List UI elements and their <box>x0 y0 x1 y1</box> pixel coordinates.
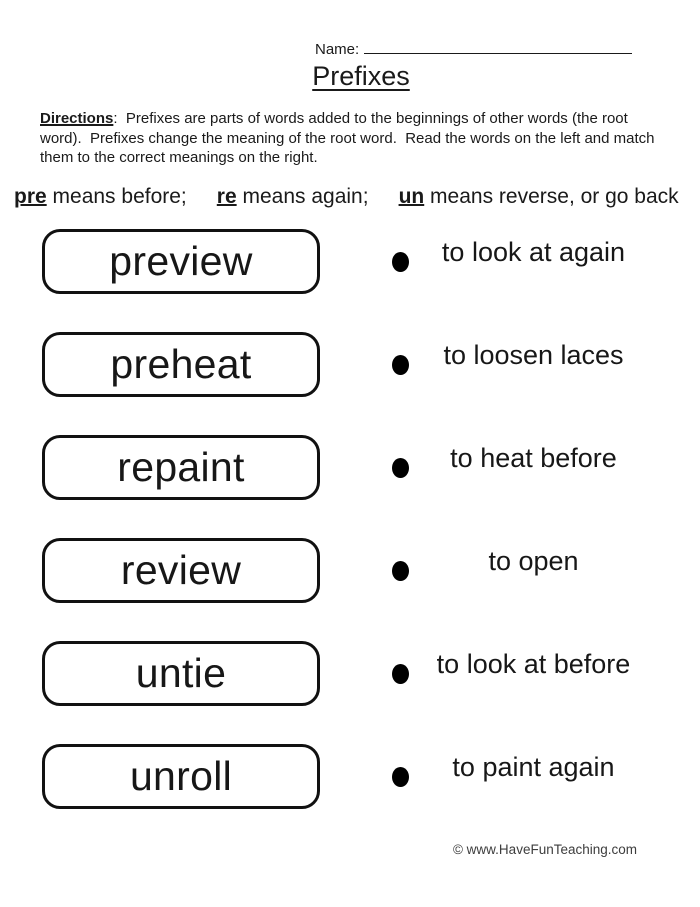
match-row <box>0 332 700 397</box>
name-row <box>315 40 632 58</box>
prefix-key-line <box>14 185 694 209</box>
word-label: preheat <box>110 341 252 387</box>
match-row <box>0 744 700 809</box>
match-dot[interactable] <box>392 458 409 478</box>
word-label: review <box>120 547 242 593</box>
prefix-un-meaning: means reverse, or go back <box>424 185 679 208</box>
match-dot[interactable] <box>392 355 409 375</box>
meaning-text: to open <box>488 546 579 576</box>
word-box[interactable] <box>42 435 320 500</box>
word-box[interactable] <box>42 538 320 603</box>
prefix-re-meaning: means again; <box>236 185 369 208</box>
match-row <box>0 435 700 500</box>
meaning-text: to look at before <box>436 649 631 679</box>
prefix-re: re <box>216 185 237 208</box>
word-label: untie <box>135 650 227 696</box>
footer-copyright: © www.HaveFunTeaching.com <box>452 842 638 857</box>
prefix-key-segment-un <box>399 185 679 208</box>
prefix-key-segment-pre <box>14 185 187 208</box>
word-label: repaint <box>117 444 245 490</box>
match-dot[interactable] <box>392 767 409 787</box>
prefix-un: un <box>398 185 425 208</box>
directions-text: : Prefixes are parts of words added to the beginnings of other words (the root word). Prefixes change the meaning of the root word. Read the words on the left and match them to the correct meanings on the right. <box>40 110 659 166</box>
directions-paragraph <box>40 109 662 168</box>
meaning-text: to loosen laces <box>443 340 624 370</box>
directions-label: Directions <box>40 110 114 127</box>
prefix-key-segment-re <box>217 185 369 208</box>
meaning-text: to paint again <box>452 752 615 782</box>
word-box[interactable] <box>42 641 320 706</box>
match-row <box>0 538 700 603</box>
meaning-text: to look at again <box>441 237 626 267</box>
match-row <box>0 641 700 706</box>
name-blank-line[interactable] <box>364 40 632 54</box>
prefix-pre-meaning: means before; <box>46 185 187 208</box>
word-box[interactable] <box>42 332 320 397</box>
match-dot[interactable] <box>392 561 409 581</box>
matching-area <box>0 229 700 847</box>
name-label: Name: <box>315 41 360 58</box>
word-label: unroll <box>129 753 233 799</box>
word-box[interactable] <box>42 744 320 809</box>
page-title: Prefixes <box>312 61 410 91</box>
prefix-pre: pre <box>14 185 47 208</box>
word-label: preview <box>109 238 253 284</box>
title-wrap <box>0 61 700 92</box>
meaning-text: to heat before <box>450 443 617 473</box>
word-box[interactable] <box>42 229 320 294</box>
match-dot[interactable] <box>392 664 409 684</box>
match-row <box>0 229 700 294</box>
match-dot[interactable] <box>392 252 409 272</box>
